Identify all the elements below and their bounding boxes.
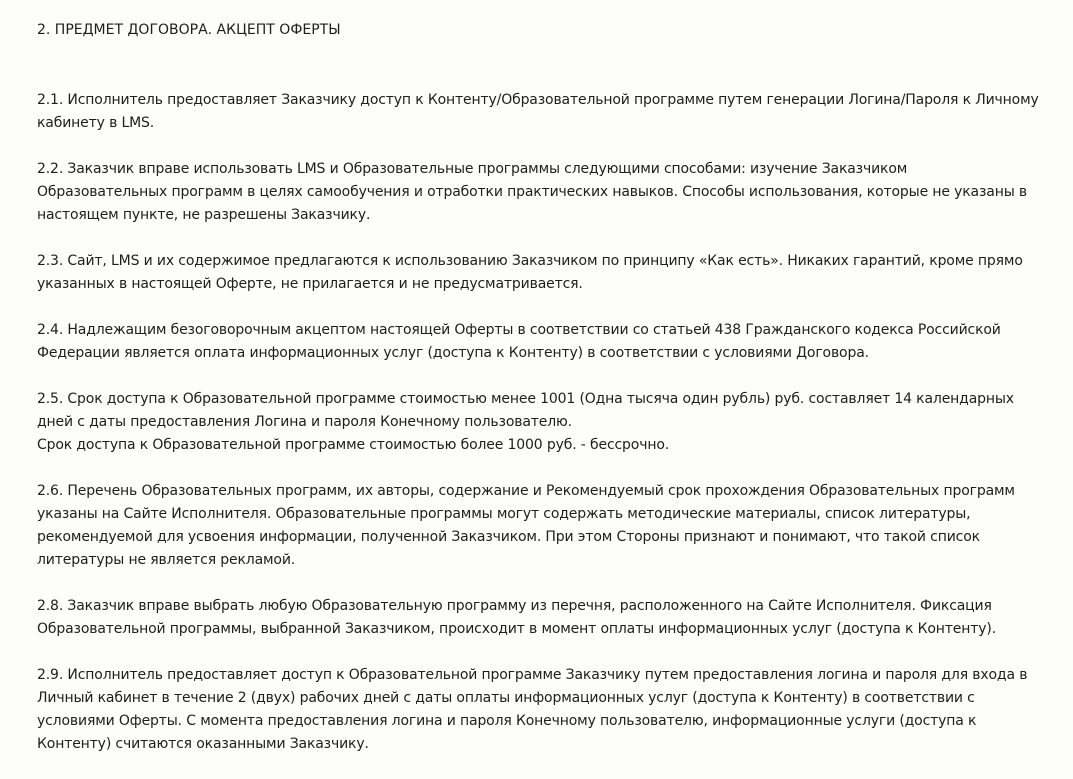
paragraph-line: 2.8. Заказчик вправе выбрать любую Образовательную программу из перечня, расположенного на Сайте Исполнителя. Фиксация — [37, 598, 992, 614]
paragraph-line: настоящем пункте, не разрешены Заказчику. — [37, 207, 371, 223]
paragraph-line: указанных в настоящей Оферте, не прилагается и не предусматривается. — [37, 276, 583, 292]
paragraph-line: Образовательных программ в целях самообучения и отработки практических навыков. Способы использования, которые не указаны в — [37, 184, 1028, 200]
paragraph — [37, 158, 1067, 227]
paragraph-line: условиями Оферты. С момента предоставления логина и пароля Конечному пользователю, информационные услуги (доступа к — [37, 713, 977, 729]
paragraph — [37, 319, 1067, 365]
paragraph-line: Контенту) считаются оказанными Заказчику. — [37, 736, 369, 752]
paragraph-line: 2.5. Срок доступа к Образовательной программе стоимостью менее 1001 (Одна тысяча один рубль) руб. составляет 14 календарных — [37, 391, 1014, 407]
paragraph-line: Образовательной программы, выбранной Заказчиком, происходит в момент оплаты информационных услуг (доступа к Контенту). — [37, 621, 997, 637]
paragraph-line: Срок доступа к Образовательной программе стоимостью более 1000 руб. - бессрочно. — [37, 437, 670, 453]
paragraph — [37, 595, 1067, 641]
section-heading: 2. ПРЕДМЕТ ДОГОВОРА. АКЦЕПТ ОФЕРТЫ — [37, 22, 341, 38]
paragraph-line: Федерации является оплата информационных услуг (доступа к Контенту) в соответствии с условиями Договора. — [37, 345, 869, 361]
paragraph-line: 2.3. Сайт, LMS и их содержимое предлагаются к использованию Заказчиком по принципу «Как есть». Никаких гарантий, кроме прямо — [37, 253, 1023, 269]
paragraph-list — [37, 89, 1067, 756]
paragraph-line: 2.6. Перечень Образовательных программ, их авторы, содержание и Рекомендуемый срок прохождения Образовательных программ — [37, 483, 1015, 499]
paragraph-line: рекомендуемой для усвоения информации, полученной Заказчиком. При этом Стороны признают и понимают, что такой список — [37, 529, 980, 545]
paragraph — [37, 388, 1067, 457]
paragraph-line: указаны на Сайте Исполнителя. Образовательные программы могут содержать методические материалы, список литературы, — [37, 506, 971, 522]
paragraph-line: 2.2. Заказчик вправе использовать LMS и Образовательные программы следующими способами: изучение Заказчиком — [37, 161, 908, 177]
paragraph — [37, 89, 1067, 135]
paragraph-line: дней с даты предоставления Логина и пароля Конечному пользователю. — [37, 414, 572, 430]
paragraph — [37, 664, 1067, 756]
paragraph-line: кабинету в LMS. — [37, 115, 155, 131]
paragraph-line: Личный кабинет в течение 2 (двух) рабочих дней с даты оплаты информационных услуг (доступа к Контенту) в соответствии с — [37, 690, 975, 706]
paragraph — [37, 250, 1067, 296]
spacer — [37, 42, 1067, 89]
paragraph — [37, 480, 1067, 572]
paragraph-line: 2.4. Надлежащим безоговорочным акцептом настоящей Оферты в соответствии со статьей 438 Гражданского кодекса Российской — [37, 322, 1001, 338]
paragraph-line: 2.1. Исполнитель предоставляет Заказчику доступ к Контенту/Образовательной программе путем генерации Логина/Пароля к Личному — [37, 92, 1039, 108]
document — [37, 19, 1067, 779]
paragraph-line: 2.9. Исполнитель предоставляет доступ к Образовательной программе Заказчику путем предоставления логина и пароля для входа в — [37, 667, 1028, 683]
paragraph-line: литературы не является рекламой. — [37, 552, 296, 568]
